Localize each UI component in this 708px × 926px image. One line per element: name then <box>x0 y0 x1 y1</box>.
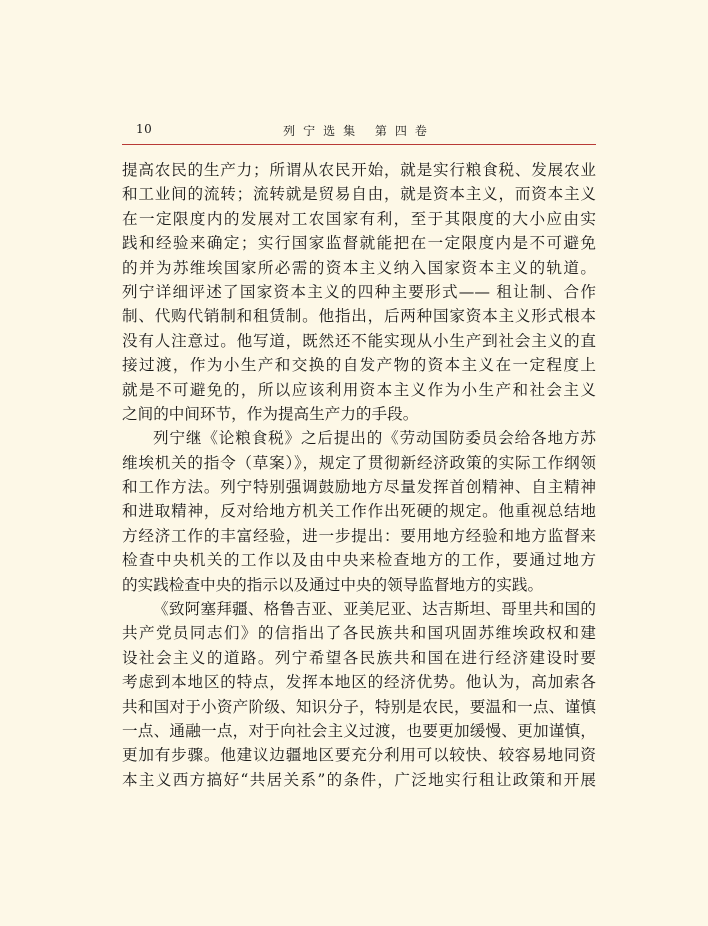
text-line: 维埃机关的指令（草案）》，规定了贯彻新经济政策的实际工作纲领 <box>122 453 596 472</box>
body-text <box>122 158 596 792</box>
page-header <box>122 120 596 142</box>
text-line: 检查中央机关的工作以及由中央来检查地方的工作，要通过地方 <box>122 551 596 570</box>
text-line: 共产党员同志们》的信指出了各民族共和国巩固苏维埃政权和建 <box>122 624 596 643</box>
text-line: 接过渡，作为小生产和交换的自发产物的资本主义在一定程度上 <box>122 356 596 375</box>
text-line: 设社会主义的道路。列宁希望各民族共和国在进行经济建设时要 <box>122 648 596 667</box>
text-line: 考虑到本地区的特点，发挥本地区的经济优势。他认为，高加索各 <box>122 673 596 692</box>
text-line: 方经济工作的丰富经验，进一步提出：要用地方经验和地方监督来 <box>122 526 596 545</box>
text-line: 和工作方法。列宁特别强调鼓励地方尽量发挥首创精神、自主精神 <box>122 478 596 497</box>
text-line: 之间的中间环节，作为提高生产力的手段。 <box>122 404 419 423</box>
text-line: 的并为苏维埃国家所必需的资本主义纳入国家资本主义的轨道。 <box>122 258 596 277</box>
text-line: 共和国对于小资产阶级、知识分子，特别是农民，要温和一点、谨慎 <box>122 697 596 716</box>
text-line: 和进取精神，反对给地方机关工作作出死硬的规定。他重视总结地 <box>122 502 596 521</box>
paragraph-start-line: 列宁继《论粮食税》之后提出的《劳动国防委员会给各地方苏 <box>153 429 596 448</box>
text-line: 提高农民的生产力；所谓从农民开始，就是实行粮食税、发展农业 <box>122 161 596 179</box>
text-line: 的实践检查中央的指示以及通过中央的领导监督地方的实践。 <box>122 575 544 594</box>
paragraph-start-line: 《致阿塞拜疆、格鲁吉亚、亚美尼亚、达吉斯坦、哥里共和国的 <box>153 600 596 619</box>
header-rule <box>122 144 596 145</box>
text-line: 和工业间的流转；流转就是贸易自由，就是资本主义，而资本主义 <box>122 185 596 204</box>
text-line: 在一定限度内的发展对工农国家有利，至于其限度的大小应由实 <box>122 209 596 228</box>
page-number: 10 <box>136 122 153 136</box>
text-line: 就是不可避免的，所以应该利用资本主义作为小生产和社会主义 <box>122 380 596 399</box>
running-title: 列宁选集 第四卷 <box>283 124 435 138</box>
text-line: 没有人注意过。他写道，既然还不能实现从小生产到社会主义的直 <box>122 331 596 350</box>
text-line: 一点、通融一点，对于向社会主义过渡，也要更加缓慢、更加谨慎， <box>122 721 596 740</box>
text-line: 列宁详细评述了国家资本主义的四种主要形式—— 租让制、合作 <box>122 282 596 301</box>
text-line: 践和经验来确定；实行国家监督就能把在一定限度内是不可避免 <box>122 234 596 253</box>
text-line: 制、代购代销制和租赁制。他指出，后两种国家资本主义形式根本 <box>122 307 596 326</box>
text-line: 本主义西方搞好“共居关系”的条件，广泛地实行租让政策和开展 <box>122 770 596 789</box>
text-line: 更加有步骤。他建议边疆地区要充分利用可以较快、较容易地同资 <box>122 746 596 765</box>
